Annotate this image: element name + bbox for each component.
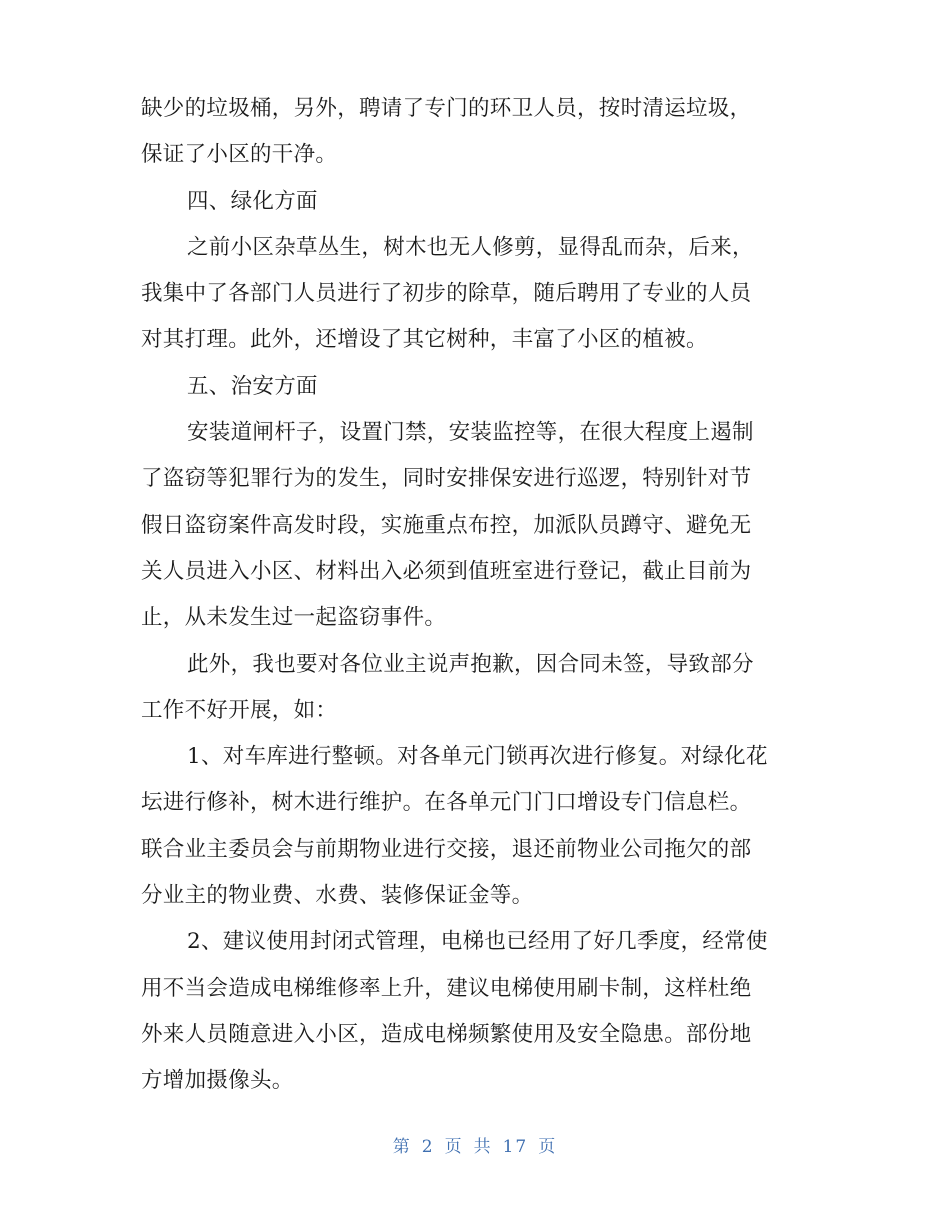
text-line: 假日盗窃案件高发时段，实施重点布控，加派队员蹲守、避免无 [141,512,752,538]
footer-current-page: 2 [421,1137,435,1157]
text-line: 了盗窃等犯罪行为的发生，同时安排保安进行巡逻，特别针对节 [141,466,752,492]
text-line: 用不当会造成电梯维修率上升，建议电梯使用刷卡制，这样杜绝 [141,975,752,1001]
text-line: 关人员进入小区、材料出入必须到值班室进行登记，截止目前为 [141,558,752,584]
text-line: 1、对车库进行整顿。对各单元门锁再次进行修复。对绿化花 [187,744,768,770]
page-footer [0,1132,950,1157]
text-line: 此外，我也要对各位业主说声抱歉，因合同未签，导致部分 [187,651,754,677]
text-line: 联合业主委员会与前期物业进行交接，退还前物业公司拖欠的部 [141,836,752,862]
text-line: 我集中了各部门人员进行了初步的除草，随后聘用了专业的人员 [141,281,752,307]
text-line: 缺少的垃圾桶，另外，聘请了专门的环卫人员，按时清运垃圾， [141,96,752,121]
footer-page-word: 页 [444,1137,464,1157]
footer-suffix: 页 [538,1137,558,1157]
footer-total-pages: 17 [502,1137,529,1157]
text-line: 对其打理。此外，还增设了其它树种，丰富了小区的植被。 [141,327,708,353]
text-line: 分业主的物业费、水费、装修保证金等。 [141,883,534,909]
text-line: 五、治安方面 [187,373,318,399]
text-line: 方增加摄像头。 [141,1068,294,1094]
text-line: 止，从未发生过一起盗窃事件。 [141,605,447,631]
footer-total-prefix: 共 [473,1137,493,1157]
text-line: 工作不好开展，如： [141,697,338,723]
text-line: 安装道闸杆子，设置门禁，安装监控等，在很大程度上遏制 [187,420,754,446]
footer-prefix: 第 [392,1137,412,1157]
text-line: 2、建议使用封闭式管理，电梯也已经用了好几季度，经常使 [187,929,768,955]
text-line: 外来人员随意进入小区，造成电梯频繁使用及安全隐患。部份地 [141,1021,752,1047]
text-line: 坛进行修补，树木进行维护。在各单元门门口增设专门信息栏。 [141,790,752,816]
text-line: 保证了小区的干净。 [141,142,338,168]
text-line: 之前小区杂草丛生，树木也无人修剪，显得乱而杂，后来， [187,234,754,260]
document-body [141,86,809,1105]
text-line: 四、绿化方面 [187,188,318,214]
